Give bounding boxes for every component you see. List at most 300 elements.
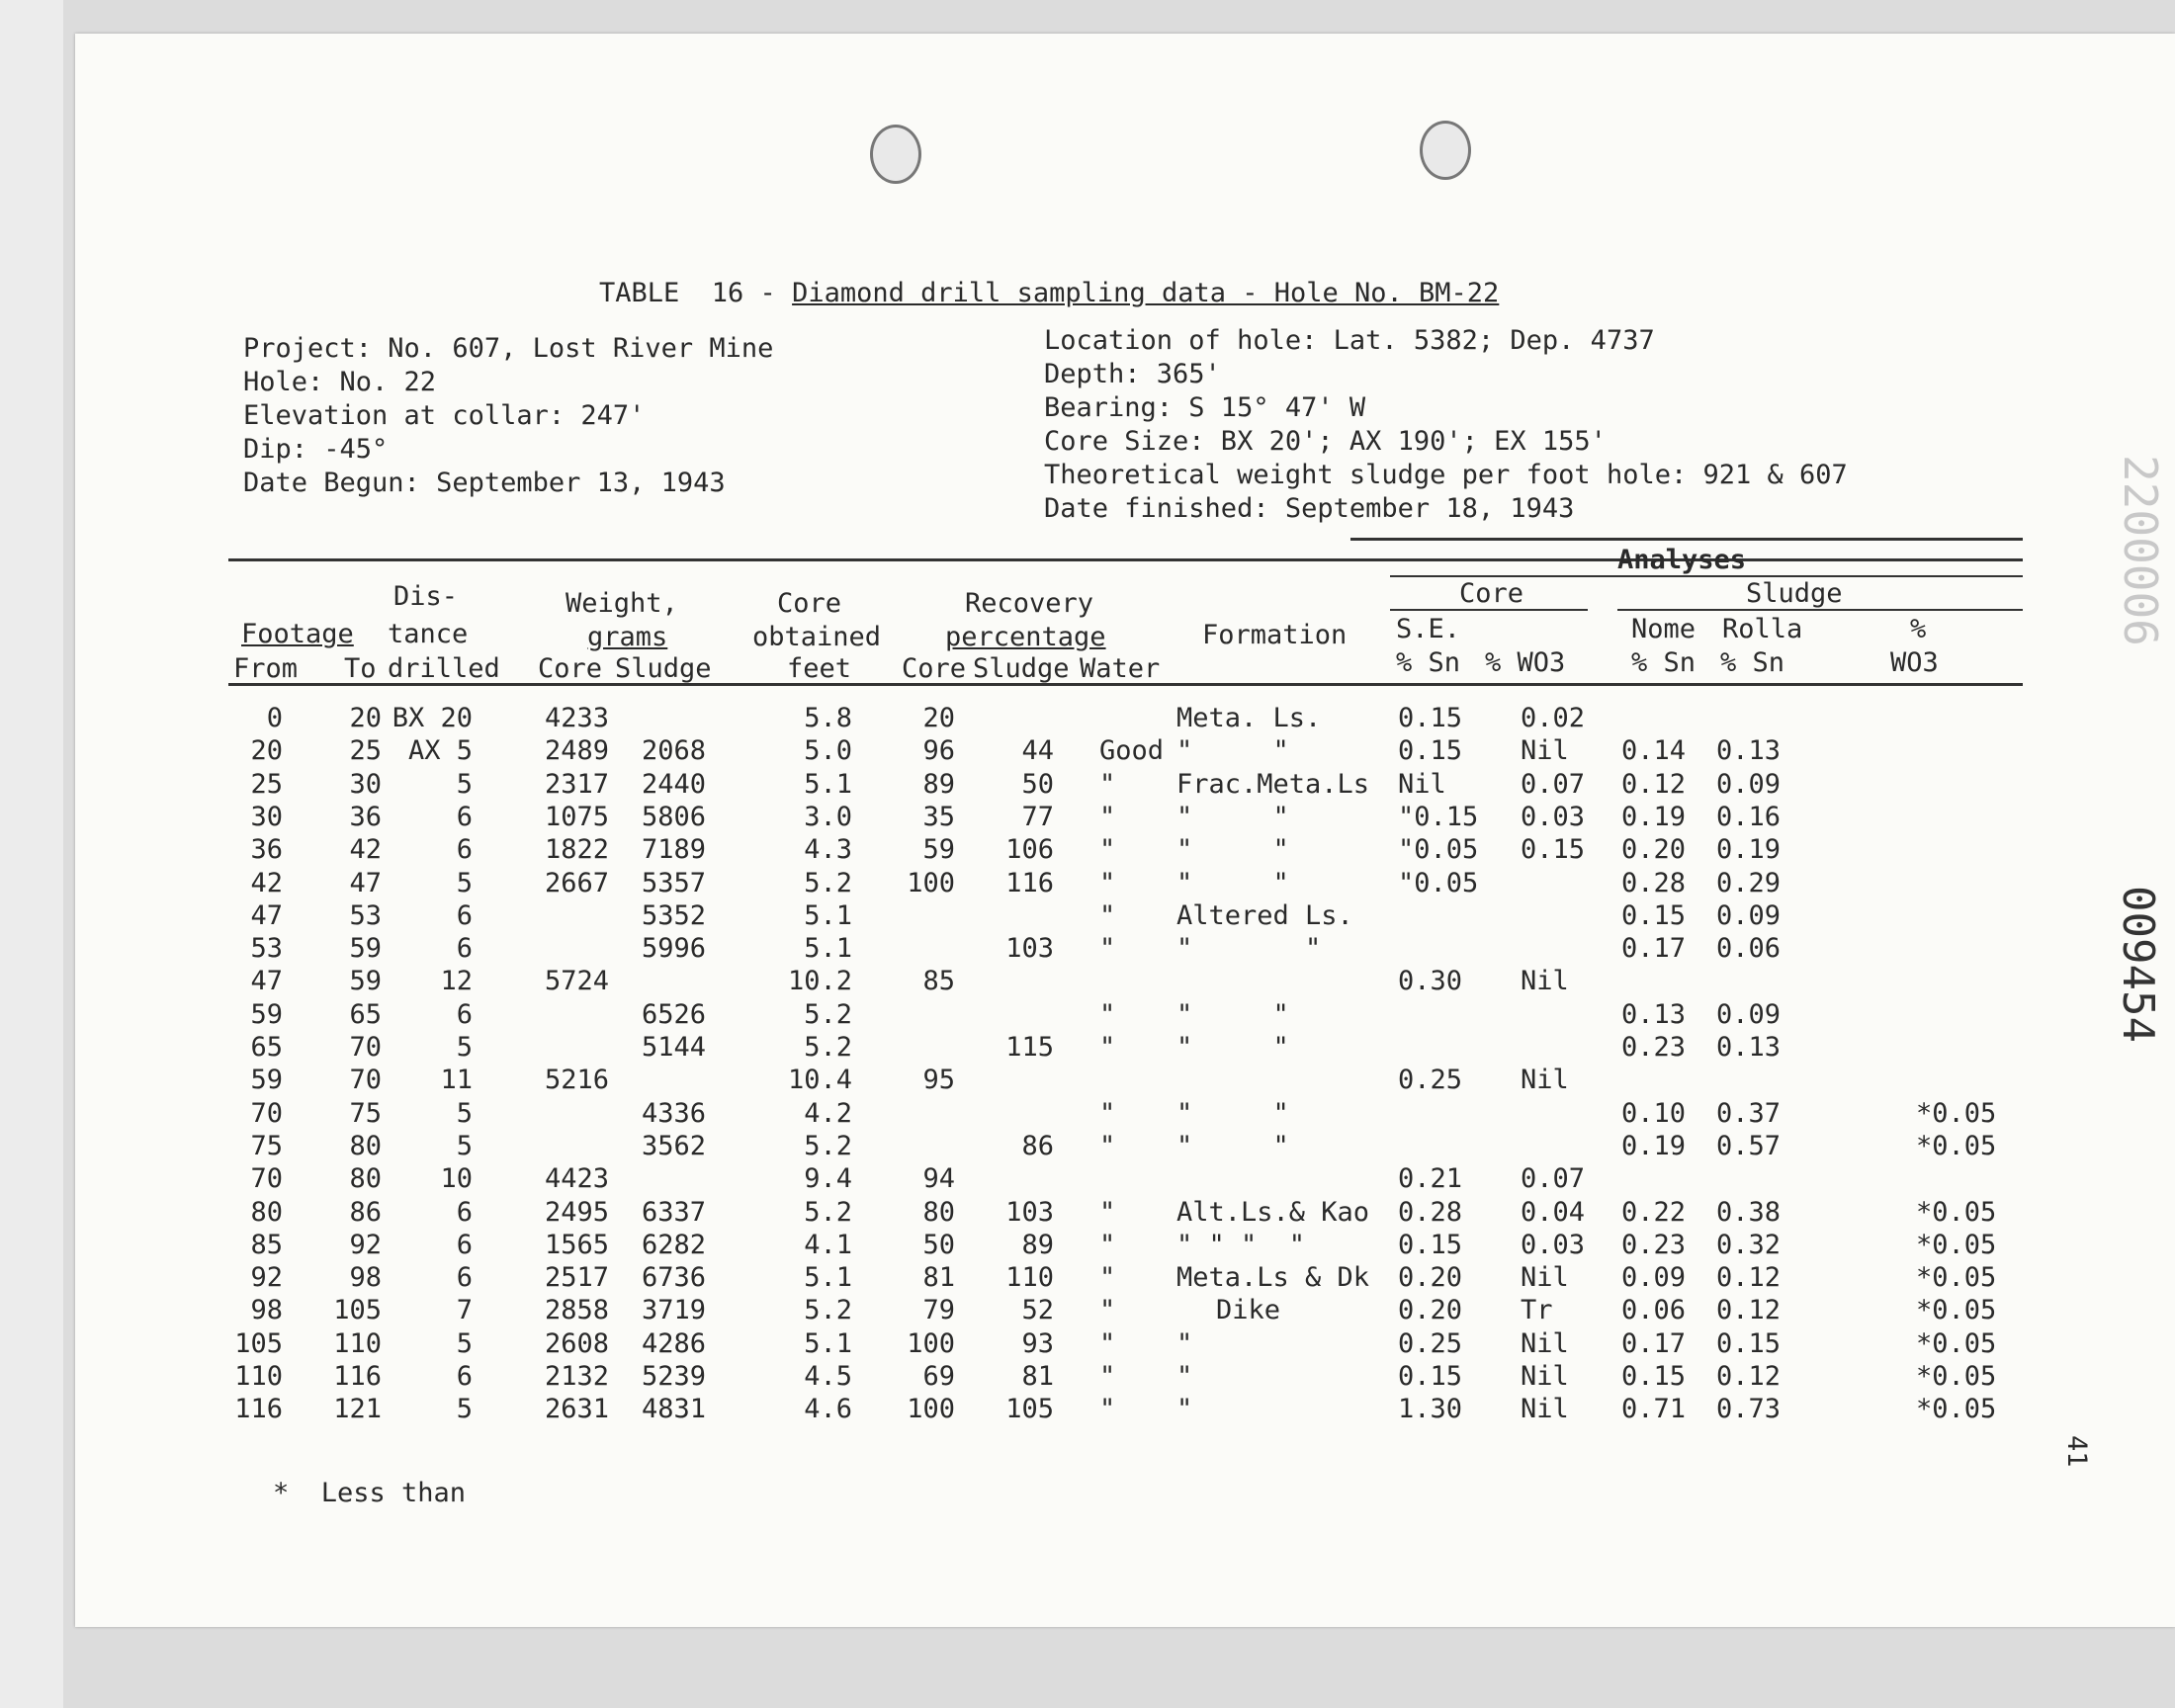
cell-core-wo3: 0.04 xyxy=(1521,1197,1586,1228)
header-core-sn: % Sn xyxy=(1396,647,1461,678)
punch-hole-right xyxy=(1420,121,1471,180)
cell-rolla-sn: 0.16 xyxy=(1716,802,1782,832)
header-weight-sludge: Sludge xyxy=(615,653,712,684)
cell-core-feet: 4.5 xyxy=(804,1361,852,1392)
cell-to: 25 xyxy=(349,735,382,766)
cell-rec-sludge: 93 xyxy=(1021,1328,1054,1359)
cell-rec-water: " xyxy=(1099,1328,1116,1359)
cell-weight-sludge: 6526 xyxy=(641,999,706,1030)
cell-weight-sludge: 5144 xyxy=(641,1032,706,1063)
cell-rec-water: " xyxy=(1099,1131,1116,1161)
cell-rec-sludge: 110 xyxy=(1005,1262,1054,1293)
cell-nome-sn: 0.12 xyxy=(1621,769,1687,800)
cell-rec-sludge: 89 xyxy=(1021,1230,1054,1260)
cell-nome-sn: 0.06 xyxy=(1621,1295,1687,1325)
cell-core-sn: 0.25 xyxy=(1398,1065,1463,1095)
cell-rec-core: 89 xyxy=(922,769,955,800)
cell-rec-water: " xyxy=(1099,1230,1116,1260)
cell-weight-core: 2489 xyxy=(544,735,609,766)
cell-drilled: 5 xyxy=(456,1098,473,1129)
cell-formation: Meta. Ls. xyxy=(1176,703,1322,733)
cell-core-feet: 4.6 xyxy=(804,1394,852,1424)
header-wo3: WO3 xyxy=(1890,647,1939,678)
cell-from: 75 xyxy=(250,1131,283,1161)
cell-rec-sludge: 50 xyxy=(1021,769,1054,800)
cell-to: 30 xyxy=(349,769,382,800)
header-rolla: Rolla xyxy=(1722,614,1803,644)
cell-weight-core: 2858 xyxy=(544,1295,609,1325)
cell-to: 86 xyxy=(349,1197,382,1228)
cell-core-sn: 0.28 xyxy=(1398,1197,1463,1228)
cell-wo3: *0.05 xyxy=(1916,1295,1997,1325)
cell-core-wo3: 0.02 xyxy=(1521,703,1586,733)
cell-core-sn: 0.25 xyxy=(1398,1328,1463,1359)
header-obtained: obtained xyxy=(752,622,882,652)
cell-drilled: 6 xyxy=(456,802,473,832)
cell-weight-sludge: 5357 xyxy=(641,868,706,898)
cell-core-feet: 5.1 xyxy=(804,900,852,931)
cell-rec-core: 35 xyxy=(922,802,955,832)
cell-core-feet: 5.8 xyxy=(804,703,852,733)
cell-rec-water: " xyxy=(1099,1361,1116,1392)
cell-rec-sludge: 116 xyxy=(1005,868,1054,898)
cell-core-sn: Nil xyxy=(1398,769,1446,800)
cell-to: 110 xyxy=(333,1328,382,1359)
header-core-wo3: % WO3 xyxy=(1485,647,1566,678)
cell-core-sn: "0.15 xyxy=(1398,802,1479,832)
meta-hole: Hole: No. 22 xyxy=(243,367,437,397)
cell-wo3: *0.05 xyxy=(1916,1328,1997,1359)
cell-from: 70 xyxy=(250,1163,283,1194)
cell-to: 20 xyxy=(349,703,382,733)
cell-rolla-sn: 0.12 xyxy=(1716,1262,1782,1293)
cell-nome-sn: 0.09 xyxy=(1621,1262,1687,1293)
cell-core-wo3: 0.03 xyxy=(1521,802,1586,832)
cell-formation: " " xyxy=(1176,1032,1289,1063)
cell-drilled: 5 xyxy=(456,769,473,800)
cell-formation: " " xyxy=(1176,735,1289,766)
meta-bearing: Bearing: S 15° 47' W xyxy=(1044,392,1366,423)
cell-formation: " " xyxy=(1176,802,1289,832)
cell-rec-water: " xyxy=(1099,1295,1116,1325)
rule-analyses xyxy=(1390,575,2023,577)
header-recovery-water: Water xyxy=(1080,653,1161,684)
cell-rec-water: " xyxy=(1099,1098,1116,1129)
cell-drilled: BX 20 xyxy=(392,703,473,733)
cell-rolla-sn: 0.09 xyxy=(1716,769,1782,800)
cell-weight-core: 5216 xyxy=(544,1065,609,1095)
cell-weight-sludge: 2440 xyxy=(641,769,706,800)
cell-core-feet: 5.2 xyxy=(804,868,852,898)
cell-to: 80 xyxy=(349,1163,382,1194)
header-percentage: percentage xyxy=(945,622,1106,652)
cell-from: 30 xyxy=(250,802,283,832)
cell-core-feet: 5.1 xyxy=(804,1328,852,1359)
table-title: TABLE 16 - Diamond drill sampling data - Hole No. BM-22 xyxy=(599,278,1500,308)
cell-weight-core: 2517 xyxy=(544,1262,609,1293)
header-weight-core: Core xyxy=(538,653,603,684)
cell-to: 105 xyxy=(333,1295,382,1325)
cell-rec-water: " xyxy=(1099,834,1116,865)
cell-formation: Alt.Ls.& Kao xyxy=(1176,1197,1370,1228)
cell-weight-sludge: 6282 xyxy=(641,1230,706,1260)
header-pct: % xyxy=(1910,614,1927,644)
cell-drilled: 5 xyxy=(456,1394,473,1424)
cell-rec-sludge: 86 xyxy=(1021,1131,1054,1161)
cell-core-feet: 4.1 xyxy=(804,1230,852,1260)
cell-core-sn: "0.05 xyxy=(1398,868,1479,898)
meta-location: Location of hole: Lat. 5382; Dep. 4737 xyxy=(1044,325,1655,356)
cell-core-feet: 3.0 xyxy=(804,802,852,832)
cell-from: 25 xyxy=(250,769,283,800)
header-analyses-core: Core xyxy=(1459,578,1524,609)
cell-wo3: *0.05 xyxy=(1916,1361,1997,1392)
cell-drilled: 6 xyxy=(456,933,473,964)
cell-rec-water: Good xyxy=(1099,735,1165,766)
cell-weight-sludge: 2068 xyxy=(641,735,706,766)
cell-rolla-sn: 0.09 xyxy=(1716,900,1782,931)
cell-rolla-sn: 0.37 xyxy=(1716,1098,1782,1129)
cell-core-feet: 5.1 xyxy=(804,769,852,800)
cell-rolla-sn: 0.73 xyxy=(1716,1394,1782,1424)
cell-rec-water: " xyxy=(1099,1262,1116,1293)
cell-rec-core: 100 xyxy=(907,868,955,898)
cell-nome-sn: 0.14 xyxy=(1621,735,1687,766)
cell-rec-sludge: 115 xyxy=(1005,1032,1054,1063)
cell-weight-core: 2608 xyxy=(544,1328,609,1359)
cell-formation: Dike xyxy=(1216,1295,1281,1325)
cell-from: 59 xyxy=(250,1065,283,1095)
cell-from: 116 xyxy=(234,1394,283,1424)
cell-wo3: *0.05 xyxy=(1916,1230,1997,1260)
cell-from: 65 xyxy=(250,1032,283,1063)
cell-from: 85 xyxy=(250,1230,283,1260)
document-page xyxy=(75,34,2175,1627)
cell-from: 36 xyxy=(250,834,283,865)
cell-rolla-sn: 0.38 xyxy=(1716,1197,1782,1228)
cell-rec-sludge: 77 xyxy=(1021,802,1054,832)
cell-weight-sludge: 4336 xyxy=(641,1098,706,1129)
cell-rec-water: " xyxy=(1099,1394,1116,1424)
header-nome: Nome xyxy=(1631,614,1696,644)
header-core: Core xyxy=(777,588,842,619)
cell-rec-water: " xyxy=(1099,802,1116,832)
cell-core-wo3: Nil xyxy=(1521,1394,1569,1424)
cell-from: 92 xyxy=(250,1262,283,1293)
cell-drilled: 6 xyxy=(456,1230,473,1260)
cell-weight-sludge: 5996 xyxy=(641,933,706,964)
cell-from: 70 xyxy=(250,1098,283,1129)
meta-project: Project: No. 607, Lost River Mine xyxy=(243,333,774,364)
cell-to: 53 xyxy=(349,900,382,931)
cell-drilled: 6 xyxy=(456,1262,473,1293)
cell-to: 59 xyxy=(349,933,382,964)
cell-from: 0 xyxy=(266,703,283,733)
cell-core-wo3: Nil xyxy=(1521,966,1569,996)
cell-weight-sludge: 3562 xyxy=(641,1131,706,1161)
cell-formation: Altered Ls. xyxy=(1176,900,1353,931)
header-analyses-sludge: Sludge xyxy=(1746,578,1843,609)
page-number: 41 xyxy=(2061,1435,2092,1468)
cell-drilled: 6 xyxy=(456,1361,473,1392)
cell-weight-sludge: 6337 xyxy=(641,1197,706,1228)
cell-nome-sn: 0.15 xyxy=(1621,1361,1687,1392)
cell-rec-water: " xyxy=(1099,769,1116,800)
cell-to: 59 xyxy=(349,966,382,996)
cell-drilled: 6 xyxy=(456,834,473,865)
footnote: * Less than xyxy=(273,1478,467,1508)
cell-drilled: 5 xyxy=(456,1131,473,1161)
cell-formation: " " xyxy=(1176,1098,1289,1129)
cell-rec-core: 59 xyxy=(922,834,955,865)
cell-formation: Meta.Ls & Dk xyxy=(1176,1262,1370,1293)
cell-core-wo3: Nil xyxy=(1521,1262,1569,1293)
cell-rec-sludge: 44 xyxy=(1021,735,1054,766)
cell-core-feet: 5.2 xyxy=(804,1131,852,1161)
cell-formation: " xyxy=(1176,1328,1193,1359)
cell-formation: " xyxy=(1176,1361,1193,1392)
cell-nome-sn: 0.15 xyxy=(1621,900,1687,931)
cell-wo3: *0.05 xyxy=(1916,1394,1997,1424)
cell-formation: " " xyxy=(1176,999,1289,1030)
cell-rolla-sn: 0.15 xyxy=(1716,1328,1782,1359)
cell-nome-sn: 0.23 xyxy=(1621,1230,1687,1260)
header-se: S.E. xyxy=(1396,614,1461,644)
cell-to: 70 xyxy=(349,1032,382,1063)
cell-core-feet: 4.2 xyxy=(804,1098,852,1129)
cell-rec-core: 85 xyxy=(922,966,955,996)
cell-core-feet: 5.1 xyxy=(804,1262,852,1293)
cell-weight-core: 4233 xyxy=(544,703,609,733)
cell-nome-sn: 0.13 xyxy=(1621,999,1687,1030)
cell-rec-water: " xyxy=(1099,1197,1116,1228)
cell-weight-core: 1822 xyxy=(544,834,609,865)
cell-rec-core: 94 xyxy=(922,1163,955,1194)
cell-to: 75 xyxy=(349,1098,382,1129)
cell-from: 42 xyxy=(250,868,283,898)
meta-dip: Dip: -45° xyxy=(243,434,389,465)
cell-drilled: 5 xyxy=(456,868,473,898)
cell-from: 53 xyxy=(250,933,283,964)
cell-rec-sludge: 103 xyxy=(1005,1197,1054,1228)
cell-wo3: *0.05 xyxy=(1916,1262,1997,1293)
cell-formation: " " " " xyxy=(1176,1230,1306,1260)
header-to: To xyxy=(344,653,377,684)
cell-core-feet: 5.2 xyxy=(804,1295,852,1325)
cell-drilled: 11 xyxy=(440,1065,473,1095)
cell-drilled: 10 xyxy=(440,1163,473,1194)
meta-theoretical-weight: Theoretical weight sludge per foot hole: 921 & 607 xyxy=(1044,460,1848,490)
cell-from: 105 xyxy=(234,1328,283,1359)
cell-rolla-sn: 0.06 xyxy=(1716,933,1782,964)
side-stamp: 2200006 xyxy=(2114,455,2167,646)
cell-core-sn: 1.30 xyxy=(1398,1394,1463,1424)
cell-from: 59 xyxy=(250,999,283,1030)
cell-core-sn: 0.20 xyxy=(1398,1295,1463,1325)
cell-core-feet: 10.2 xyxy=(787,966,852,996)
cell-weight-sludge: 6736 xyxy=(641,1262,706,1293)
cell-rec-core: 100 xyxy=(907,1394,955,1424)
cell-weight-core: 4423 xyxy=(544,1163,609,1194)
header-drilled: drilled xyxy=(388,653,500,684)
cell-nome-sn: 0.71 xyxy=(1621,1394,1687,1424)
meta-elevation: Elevation at collar: 247' xyxy=(243,400,646,431)
cell-to: 116 xyxy=(333,1361,382,1392)
scan-margin xyxy=(0,0,63,1708)
cell-rec-sludge: 103 xyxy=(1005,933,1054,964)
header-nome-sn: % Sn xyxy=(1631,647,1696,678)
punch-hole-left xyxy=(870,125,921,184)
cell-formation: " " xyxy=(1176,868,1289,898)
header-analyses: Analyses xyxy=(1617,545,1747,575)
header-recovery-sludge: Sludge xyxy=(973,653,1070,684)
cell-rec-core: 20 xyxy=(922,703,955,733)
meta-date-begun: Date Begun: September 13, 1943 xyxy=(243,468,726,498)
header-feet: feet xyxy=(787,653,852,684)
cell-core-feet: 5.1 xyxy=(804,933,852,964)
cell-rec-sludge: 106 xyxy=(1005,834,1054,865)
cell-drilled: 12 xyxy=(440,966,473,996)
header-formation: Formation xyxy=(1202,620,1348,650)
header-rolla-sn: % Sn xyxy=(1720,647,1785,678)
cell-nome-sn: 0.23 xyxy=(1621,1032,1687,1063)
cell-from: 47 xyxy=(250,966,283,996)
cell-weight-core: 1075 xyxy=(544,802,609,832)
cell-drilled: 6 xyxy=(456,999,473,1030)
cell-to: 121 xyxy=(333,1394,382,1424)
cell-weight-core: 2495 xyxy=(544,1197,609,1228)
side-number: 009454 xyxy=(2113,886,2163,1043)
cell-rec-core: 80 xyxy=(922,1197,955,1228)
cell-core-sn: 0.15 xyxy=(1398,735,1463,766)
cell-nome-sn: 0.17 xyxy=(1621,1328,1687,1359)
rule-header-top xyxy=(228,558,2023,561)
cell-to: 47 xyxy=(349,868,382,898)
cell-drilled: 6 xyxy=(456,900,473,931)
cell-core-feet: 5.2 xyxy=(804,1197,852,1228)
cell-core-feet: 5.0 xyxy=(804,735,852,766)
cell-to: 98 xyxy=(349,1262,382,1293)
cell-core-wo3: 0.15 xyxy=(1521,834,1586,865)
cell-formation: " " xyxy=(1176,834,1289,865)
cell-from: 110 xyxy=(234,1361,283,1392)
cell-weight-core: 2317 xyxy=(544,769,609,800)
cell-weight-sludge: 3719 xyxy=(641,1295,706,1325)
cell-nome-sn: 0.28 xyxy=(1621,868,1687,898)
header-weight: Weight, xyxy=(566,588,678,619)
cell-nome-sn: 0.10 xyxy=(1621,1098,1687,1129)
cell-core-feet: 10.4 xyxy=(787,1065,852,1095)
cell-core-sn: 0.21 xyxy=(1398,1163,1463,1194)
cell-drilled: 7 xyxy=(456,1295,473,1325)
cell-weight-core: 1565 xyxy=(544,1230,609,1260)
cell-core-wo3: 0.03 xyxy=(1521,1230,1586,1260)
cell-rec-core: 81 xyxy=(922,1262,955,1293)
cell-core-sn: "0.05 xyxy=(1398,834,1479,865)
cell-rolla-sn: 0.12 xyxy=(1716,1361,1782,1392)
cell-core-feet: 9.4 xyxy=(804,1163,852,1194)
cell-formation: " xyxy=(1176,1394,1193,1424)
header-dis: Dis- xyxy=(393,581,459,612)
cell-nome-sn: 0.22 xyxy=(1621,1197,1687,1228)
cell-wo3: *0.05 xyxy=(1916,1131,1997,1161)
cell-rolla-sn: 0.57 xyxy=(1716,1131,1782,1161)
cell-drilled: 6 xyxy=(456,1197,473,1228)
cell-nome-sn: 0.19 xyxy=(1621,802,1687,832)
cell-weight-core: 2631 xyxy=(544,1394,609,1424)
cell-core-wo3: 0.07 xyxy=(1521,1163,1586,1194)
cell-weight-sludge: 5352 xyxy=(641,900,706,931)
cell-to: 65 xyxy=(349,999,382,1030)
cell-formation: " " xyxy=(1176,933,1322,964)
cell-core-wo3: 0.07 xyxy=(1521,769,1586,800)
cell-core-wo3: Tr xyxy=(1521,1295,1553,1325)
cell-to: 92 xyxy=(349,1230,382,1260)
cell-weight-sludge: 5806 xyxy=(641,802,706,832)
cell-core-sn: 0.20 xyxy=(1398,1262,1463,1293)
cell-from: 98 xyxy=(250,1295,283,1325)
cell-rec-core: 95 xyxy=(922,1065,955,1095)
cell-core-wo3: Nil xyxy=(1521,1361,1569,1392)
cell-rec-water: " xyxy=(1099,868,1116,898)
cell-rec-water: " xyxy=(1099,1032,1116,1063)
cell-core-sn: 0.15 xyxy=(1398,703,1463,733)
cell-to: 42 xyxy=(349,834,382,865)
cell-rec-water: " xyxy=(1099,933,1116,964)
cell-core-feet: 5.2 xyxy=(804,999,852,1030)
cell-rolla-sn: 0.13 xyxy=(1716,1032,1782,1063)
cell-weight-sludge: 4831 xyxy=(641,1394,706,1424)
cell-core-sn: 0.15 xyxy=(1398,1361,1463,1392)
header-tance: tance xyxy=(388,619,469,649)
header-grams: grams xyxy=(587,622,668,652)
rule-sludge xyxy=(1617,609,2023,611)
cell-rec-water: " xyxy=(1099,999,1116,1030)
cell-weight-core: 2667 xyxy=(544,868,609,898)
cell-core-feet: 4.3 xyxy=(804,834,852,865)
cell-rolla-sn: 0.32 xyxy=(1716,1230,1782,1260)
cell-rolla-sn: 0.09 xyxy=(1716,999,1782,1030)
cell-from: 47 xyxy=(250,900,283,931)
cell-formation: Frac.Meta.Ls xyxy=(1176,769,1370,800)
cell-nome-sn: 0.20 xyxy=(1621,834,1687,865)
cell-weight-core: 2132 xyxy=(544,1361,609,1392)
meta-core-size: Core Size: BX 20'; AX 190'; EX 155' xyxy=(1044,426,1607,457)
cell-wo3: *0.05 xyxy=(1916,1197,1997,1228)
cell-drilled: AX 5 xyxy=(407,735,473,766)
cell-drilled: 5 xyxy=(456,1328,473,1359)
cell-core-wo3: Nil xyxy=(1521,735,1569,766)
cell-weight-core: 5724 xyxy=(544,966,609,996)
cell-rec-core: 79 xyxy=(922,1295,955,1325)
cell-rolla-sn: 0.12 xyxy=(1716,1295,1782,1325)
cell-rolla-sn: 0.13 xyxy=(1716,735,1782,766)
header-footage: Footage xyxy=(241,619,354,649)
cell-to: 70 xyxy=(349,1065,382,1095)
cell-core-sn: 0.15 xyxy=(1398,1230,1463,1260)
cell-from: 20 xyxy=(250,735,283,766)
cell-core-sn: 0.30 xyxy=(1398,966,1463,996)
cell-core-wo3: Nil xyxy=(1521,1328,1569,1359)
cell-rec-sludge: 52 xyxy=(1021,1295,1054,1325)
cell-rec-core: 100 xyxy=(907,1328,955,1359)
cell-wo3: *0.05 xyxy=(1916,1098,1997,1129)
cell-nome-sn: 0.19 xyxy=(1621,1131,1687,1161)
cell-formation: " " xyxy=(1176,1131,1289,1161)
header-recovery: Recovery xyxy=(965,588,1094,619)
cell-rolla-sn: 0.19 xyxy=(1716,834,1782,865)
cell-from: 80 xyxy=(250,1197,283,1228)
